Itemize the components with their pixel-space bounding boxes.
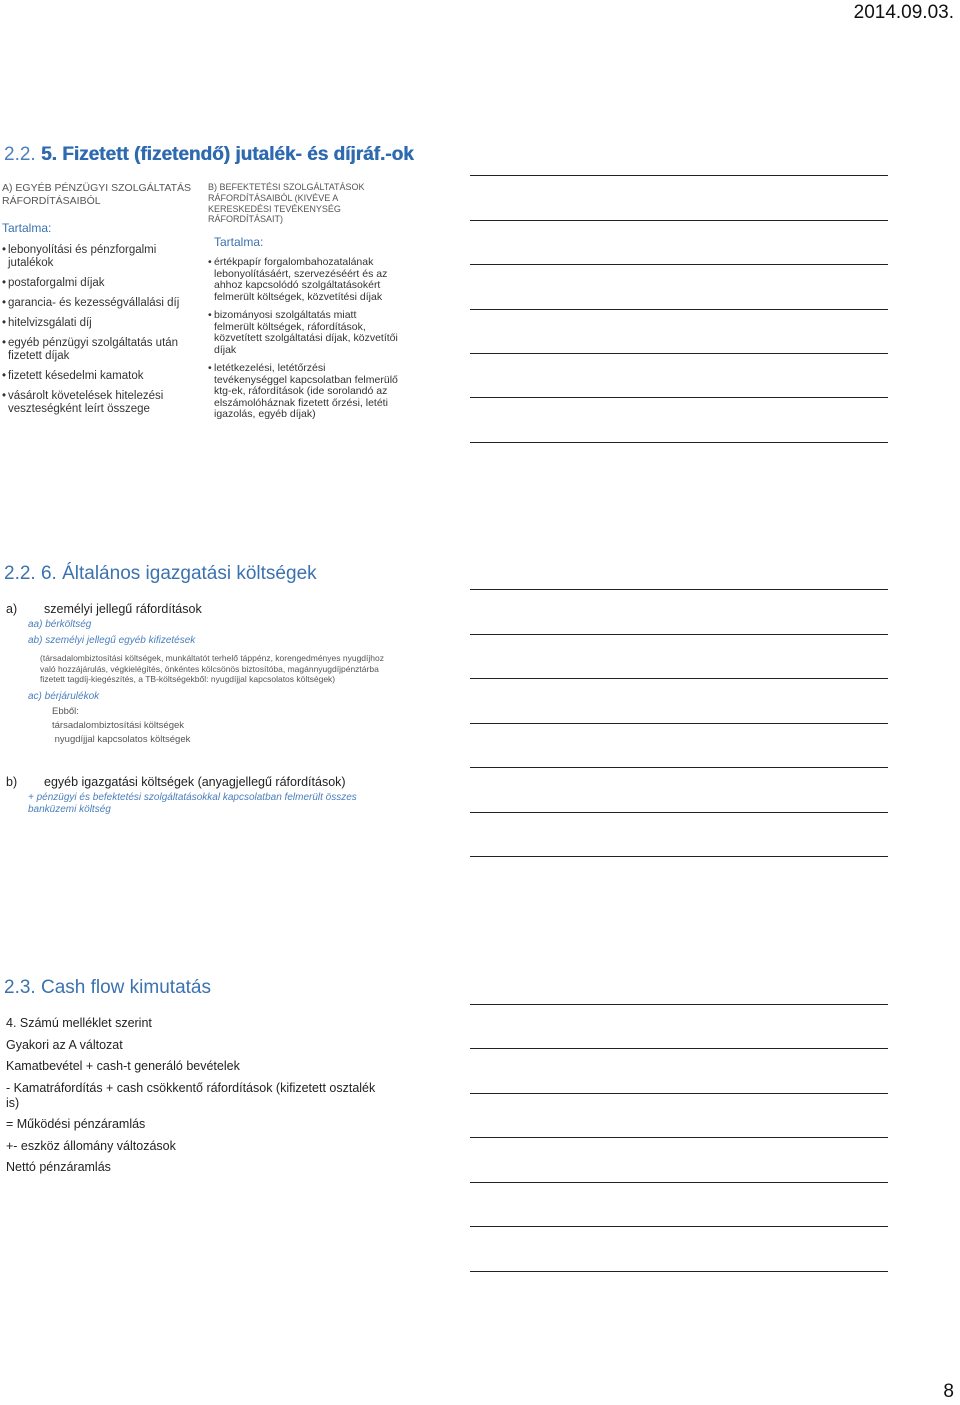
note-line	[470, 1048, 888, 1049]
column-other-financial-services	[2, 182, 192, 423]
cash-flow-content	[6, 1016, 386, 1182]
list-item: • lebonyolítási és pénzforgalmi jutalékok	[2, 244, 192, 270]
item-a	[6, 602, 456, 616]
note-line	[470, 1004, 888, 1005]
sub-item-ac-line: nyugdíjjal kapcsolatos költségek	[52, 733, 191, 745]
column-heading: A) EGYÉB PÉNZÜGYI SZOLGÁLTATÁS RÁFORDÍTÁSAIBÓL	[2, 182, 192, 207]
sub-item-ac-line: Ebből:	[52, 705, 79, 717]
item-marker: a)	[6, 602, 18, 616]
note-line	[470, 767, 888, 768]
note-line	[470, 309, 888, 310]
sub-item-aa: aa) bérköltség	[28, 619, 92, 630]
list-item: • értékpapír forgalombahozatalának lebonyolításáért, szervezéséért és az ahhoz kapcsolódó szolgáltatásokért felmerült költségek, közvetítési díjak	[208, 257, 398, 303]
cash-flow-line: Gyakori az A változat	[6, 1037, 123, 1052]
sub-item-ab-detail: (társadalombiztosítási költségek, munkáltatót terhelő táppénz, korengedményes nyugdíjhoz való hozzájárulás, végkielégítés, önkéntes kölcsönös biztosítóba, magánnyugdíjpénztárba fizetett tagdíj-kiegészítés, a TB-költségekből: nyugdíjjal kapcsolatos költségek)	[40, 653, 384, 684]
item-b-detail: + pénzügyi és befektetési szolgáltatásokkal kapcsolatban felmerült összes banküzemi költség	[28, 791, 357, 815]
note-line	[470, 397, 888, 398]
slide-title-fee-expenses	[4, 144, 414, 166]
list-item: • fizetett késedelmi kamatok	[2, 370, 192, 383]
note-line	[470, 589, 888, 590]
bullet-list	[208, 257, 398, 421]
note-line	[470, 1093, 888, 1094]
note-line	[470, 1137, 888, 1138]
note-line	[470, 353, 888, 354]
slide-title-admin-costs: 2.2. 6. Általános igazgatási költségek	[4, 563, 317, 584]
list-item: • hitelvizsgálati díj	[2, 317, 192, 330]
cash-flow-line: - Kamatráfordítás + cash csökkentő ráfordítások (kifizetett osztalék is)	[6, 1080, 376, 1110]
slide-title-cash-flow: 2.3. Cash flow kimutatás	[4, 977, 211, 998]
cash-flow-line: 4. Számú melléklet szerint	[6, 1016, 152, 1030]
item-label: egyéb igazgatási költségek (anyagjellegű ráfordítások)	[44, 774, 346, 789]
note-line	[470, 1226, 888, 1227]
page-number: 8	[943, 1381, 954, 1402]
note-line	[470, 1271, 888, 1272]
sub-item-ab: ab) személyi jellegű egyéb kifizetések	[28, 635, 196, 646]
list-item: • egyéb pénzügyi szolgáltatás után fizetett díjak	[2, 337, 192, 363]
list-item: • vásárolt követelések hitelezési veszteségként leírt összege	[2, 390, 192, 416]
item-marker: b)	[6, 774, 18, 789]
note-line	[470, 634, 888, 635]
note-line	[470, 220, 888, 221]
sub-item-ac-line: társadalombiztosítási költségek	[52, 719, 185, 731]
note-line	[470, 856, 888, 857]
title-number: 2.2.	[4, 144, 41, 165]
cash-flow-line: Nettó pénzáramlás	[6, 1160, 111, 1174]
list-item: • garancia- és kezességvállalási díj	[2, 297, 192, 310]
list-item: • letétkezelési, letétőrzési tevékenységgel kapcsolatban felmerülő ktg-ek, ráfordítások (ide sorolandó az elszámolóháznak fizetett őrzési, letéti igazolás, egyéb díjak)	[208, 363, 398, 421]
note-line	[470, 442, 888, 443]
sub-item-ac: ac) bérjárulékok	[28, 690, 100, 702]
note-line	[470, 723, 888, 724]
title-text: 5. Fizetett (fizetendő) jutalék- és díjráf.-ok	[40, 144, 414, 165]
column-heading: B) BEFEKTETÉSI SZOLGÁLTATÁSOK RÁFORDÍTÁSAIBÓL (KIVÉVE A KERESKEDÉSI TEVÉKENYSÉG RÁFORDÍTÁSAIT)	[208, 182, 365, 225]
bullet-list	[2, 244, 192, 416]
list-item: • bizományosi szolgáltatás miatt felmerült költségek, ráfordítások, közvetített szolgáltatási díjak, közvetítői díjak	[208, 310, 398, 356]
note-line	[470, 678, 888, 679]
cash-flow-line: +- eszköz állomány változások	[6, 1138, 176, 1153]
admin-costs-content	[6, 602, 456, 816]
cash-flow-line: Kamatbevétel + cash-t generáló bevételek	[6, 1059, 240, 1073]
note-line	[470, 812, 888, 813]
print-date: 2014.09.03.	[853, 2, 954, 23]
note-line	[470, 175, 888, 176]
cash-flow-line: = Működési pénzáramlás	[6, 1117, 146, 1131]
item-label: személyi jellegű ráfordítások	[44, 602, 202, 616]
column-investment-services	[208, 182, 398, 428]
contents-label: Tartalma:	[2, 221, 52, 236]
list-item: • postaforgalmi díjak	[2, 277, 192, 290]
note-line	[470, 264, 888, 265]
item-b	[6, 775, 456, 789]
note-line	[470, 1182, 888, 1183]
contents-label: Tartalma:	[214, 235, 264, 250]
